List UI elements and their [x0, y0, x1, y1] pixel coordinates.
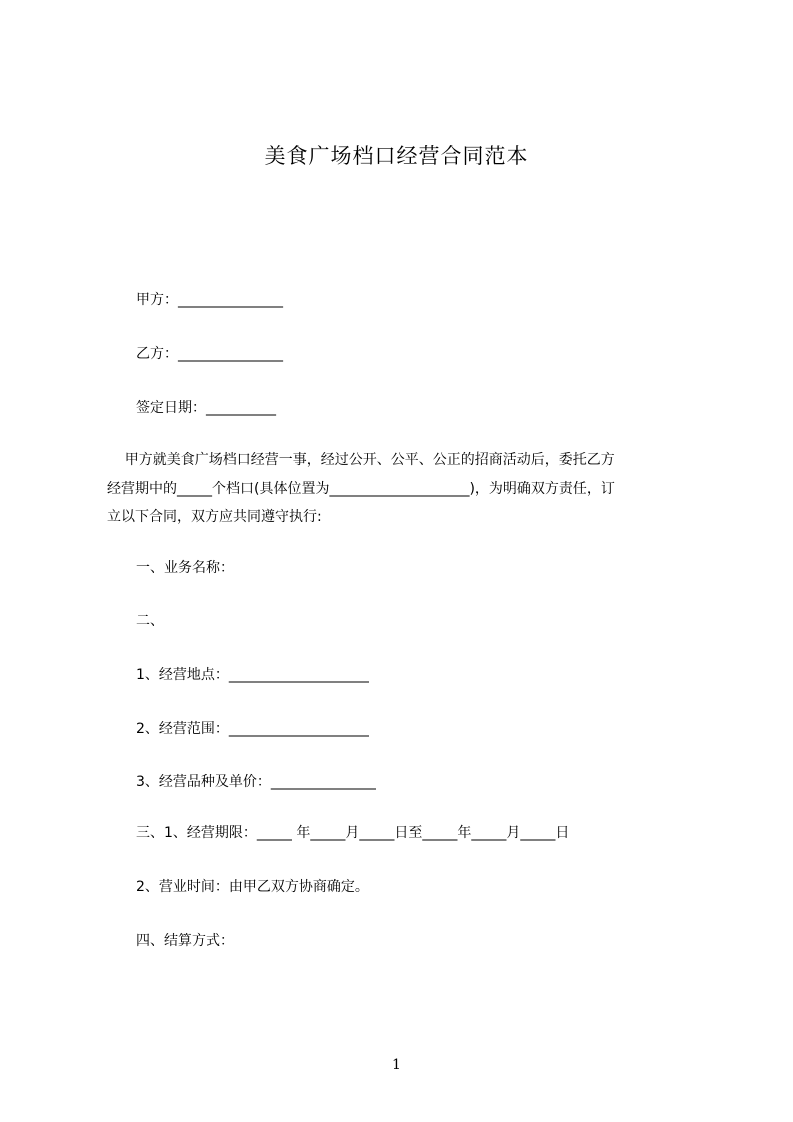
intro-line-3: 立以下合同，双方应共同遵守执行:	[107, 509, 322, 525]
party-b-line: 乙方：_______________	[136, 346, 283, 362]
party-a-line: 甲方：_______________	[136, 292, 283, 308]
item-location-line: 1、经营地点：____________________	[136, 667, 369, 683]
intro-line-2: 经营期中的_____个档口(具体位置为____________________)，为明确双方责任，订	[107, 481, 615, 497]
item-scope-line: 2、经营范围：____________________	[136, 721, 369, 737]
page-number: 1	[392, 1057, 401, 1073]
item-varieties-line: 3、经营品种及单价：_______________	[136, 774, 376, 790]
section-three-line: 三、1、经营期限：_____ 年_____月_____日至_____年_____月_____日	[136, 825, 570, 841]
sign-date-line: 签定日期：__________	[136, 400, 276, 416]
intro-line-1: 甲方就美食广场档口经营一事，经过公开、公平、公正的招商活动后，委托乙方	[107, 452, 615, 468]
item-hours-line: 2、营业时间：由甲乙双方协商确定。	[136, 879, 369, 895]
section-four-heading: 四、结算方式：	[136, 933, 234, 949]
document-title: 美食广场档口经营合同范本	[264, 144, 529, 168]
section-one-heading: 一、业务名称：	[136, 560, 234, 576]
section-two-heading: 二、	[136, 613, 164, 629]
